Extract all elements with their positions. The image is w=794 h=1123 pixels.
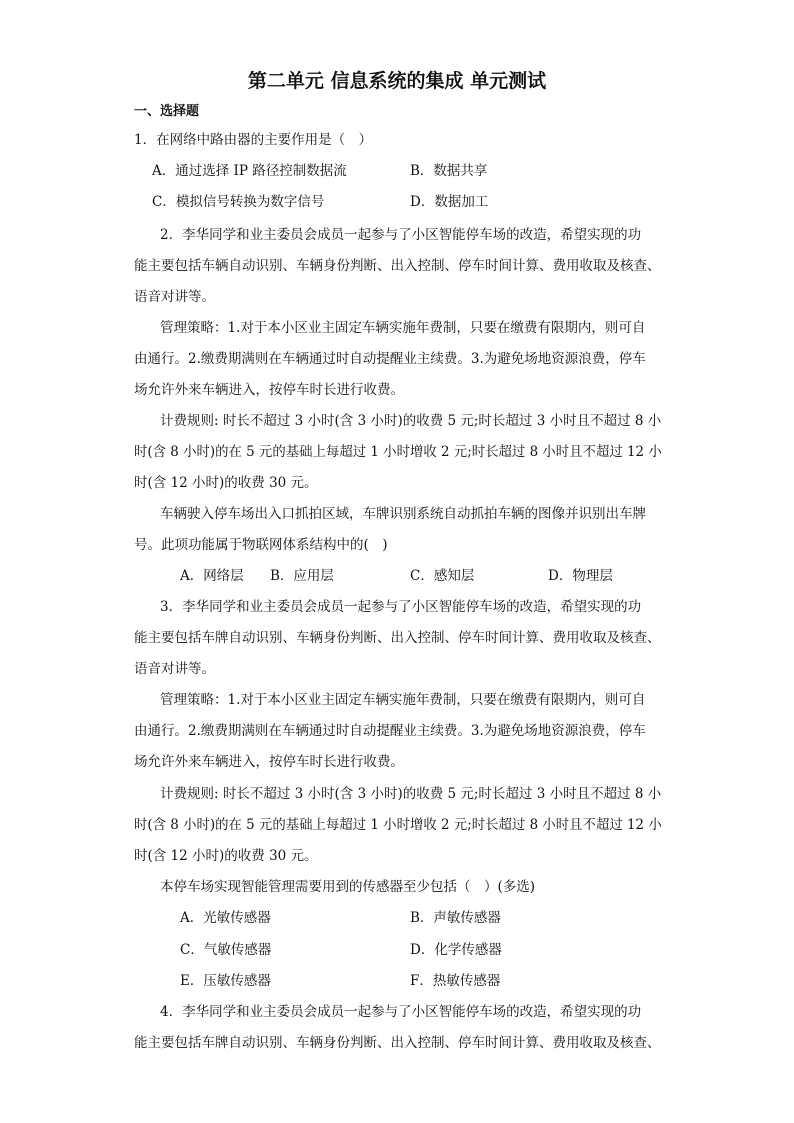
question-3-option-d: D．化学传感器 xyxy=(410,942,502,958)
question-3-question: 本停车场实现智能管理需要用到的传感器至少包括（ ）(多选) xyxy=(160,879,536,895)
question-2-intro-line: 语音对讲等。 xyxy=(134,289,215,305)
question-3-intro-line: 能主要包括车牌自动识别、车辆身份判断、出入控制、停车时间计算、费用收取及核查、 xyxy=(134,630,661,646)
question-2-rule-line: 时(含 8 小时)的在 5 元的基础上每超过 1 小时增收 2 元;时长超过 8 小时且不超过 12 小 xyxy=(134,444,662,460)
question-3-rule-line: 计费规则: 时长不超过 3 小时(含 3 小时)的收费 5 元;时长超过 3 小时且不超过 8 小 xyxy=(160,786,662,802)
question-2-policy-line: 管理策略：1.对于本小区业主固定车辆实施年费制，只要在缴费有限期内，则可自 xyxy=(160,320,646,336)
question-1-option-d: D．数据加工 xyxy=(410,194,489,210)
question-1-option-a: A．通过选择 IP 路径控制数据流 xyxy=(152,163,347,179)
document-title: 第二单元 信息系统的集成 单元测试 xyxy=(247,70,547,92)
question-3-rule-line: 时(含 8 小时)的在 5 元的基础上每超过 1 小时增收 2 元;时长超过 8 小时且不超过 12 小 xyxy=(134,817,662,833)
question-2-rule-line: 时(含 12 小时)的收费 30 元。 xyxy=(134,475,318,491)
section-heading: 一、选择题 xyxy=(134,104,200,119)
question-3-intro-line: 语音对讲等。 xyxy=(134,661,215,677)
question-1-option-b: B．数据共享 xyxy=(410,163,488,179)
question-2-option-d: D．物理层 xyxy=(548,568,613,584)
question-3-policy-line: 由通行。2.缴费期满则在车辆通过时自动提醒业主续费。3.为避免场地资源浪费，停车 xyxy=(134,723,646,739)
question-3-option-e: E．压敏传感器 xyxy=(180,973,271,989)
question-2-rule-line: 计费规则: 时长不超过 3 小时(含 3 小时)的收费 5 元;时长超过 3 小时且不超过 8 小 xyxy=(160,413,662,429)
question-2-option-c: C．感知层 xyxy=(410,568,475,584)
question-3-rule-line: 时(含 12 小时)的收费 30 元。 xyxy=(134,848,318,864)
question-3-option-b: B．声敏传感器 xyxy=(410,910,501,926)
question-2-question-line: 号。此项功能属于物联网体系结构中的( ) xyxy=(134,537,388,553)
question-2-option-a: A．网络层 xyxy=(180,568,244,584)
question-3-intro-line: 3．李华同学和业主委员会成员一起参与了小区智能停车场的改造，希望实现的功 xyxy=(160,599,642,615)
question-3-policy-line: 管理策略：1.对于本小区业主固定车辆实施年费制，只要在缴费有限期内，则可自 xyxy=(160,692,646,708)
question-2-question-line: 车辆驶入停车场出入口抓拍区域，车牌识别系统自动抓拍车辆的图像并识别出车牌 xyxy=(160,506,646,522)
question-2-intro-line: 能主要包括车辆自动识别、车辆身份判断、出入控制、停车时间计算、费用收取及核查、 xyxy=(134,258,661,274)
question-1-stem: 1．在网络中路由器的主要作用是（ ） xyxy=(134,132,373,148)
question-3-option-c: C．气敏传感器 xyxy=(180,942,272,958)
question-2-intro-line: 2．李华同学和业主委员会成员一起参与了小区智能停车场的改造，希望实现的功 xyxy=(160,227,642,243)
question-2-policy-line: 场允许外来车辆进入，按停车时长进行收费。 xyxy=(134,382,404,398)
question-3-option-f: F．热敏传感器 xyxy=(410,973,501,989)
question-4-intro-line: 能主要包括车牌自动识别、车辆身份判断、出入控制、停车时间计算、费用收取及核查、 xyxy=(134,1035,661,1051)
question-2-option-b: B．应用层 xyxy=(270,568,334,584)
question-2-policy-line: 由通行。2.缴费期满则在车辆通过时自动提醒业主续费。3.为避免场地资源浪费，停车 xyxy=(134,351,646,367)
question-1-option-c: C．模拟信号转换为数字信号 xyxy=(152,194,325,210)
question-3-option-a: A．光敏传感器 xyxy=(180,910,271,926)
question-4-intro-line: 4．李华同学和业主委员会成员一起参与了小区智能停车场的改造，希望实现的功 xyxy=(160,1004,642,1020)
question-3-policy-line: 场允许外来车辆进入，按停车时长进行收费。 xyxy=(134,754,404,770)
